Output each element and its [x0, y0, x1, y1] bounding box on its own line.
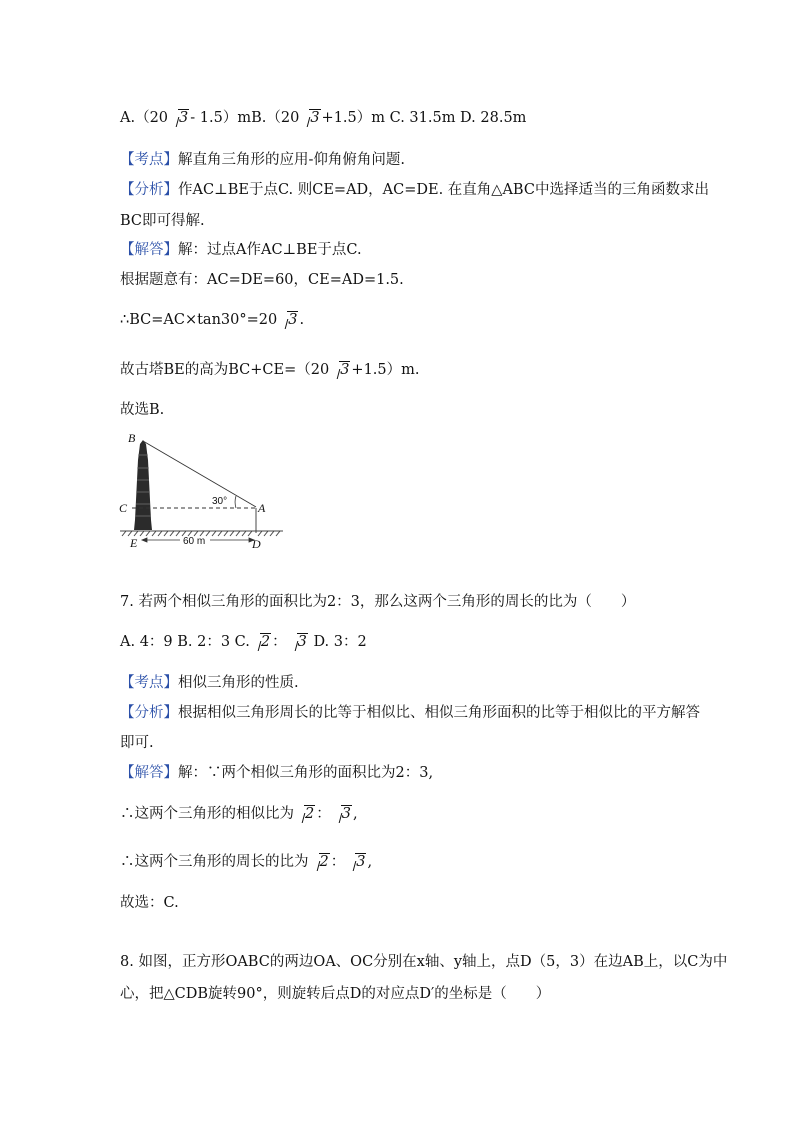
- q7-jieda-2: ∴这两个三角形的相似比为 2 ： 3 ,: [120, 806, 358, 822]
- q7-options: A. 4：9 B. 2：3 C. 2 ： 3 D. 3：2: [120, 634, 367, 650]
- q8-line-1: 8. 如图，正方形OABC的两边OA、OC分别在x轴、y轴上，点D（5，3）在边AB上，以C为中: [120, 954, 728, 970]
- jieda-tag: 【解答】: [120, 765, 178, 781]
- sqrt-3: 3: [346, 852, 366, 872]
- q7-fenxi: 【分析】根据相似三角形周长的比等于相似比、相似三角形面积的比等于相似比的平方解答: [120, 705, 700, 721]
- sqrt-2: 2: [310, 852, 330, 872]
- sqrt-3: 3: [169, 108, 189, 128]
- q7-choose: 故选：C.: [120, 895, 179, 911]
- sqrt-2: 2: [295, 804, 315, 824]
- q7-question: 7. 若两个相似三角形的面积比为2：3，那么这两个三角形的周长的比为（ ）: [120, 594, 636, 610]
- q6-kaodian: 【考点】解直角三角形的应用-仰角俯角问题.: [120, 152, 406, 168]
- sqrt-3: 3: [330, 360, 350, 380]
- tower: [134, 440, 152, 530]
- q6-jieda-2: 根据题意有：AC=DE=60，CE=AD=1.5.: [120, 272, 404, 288]
- kaodian-tag: 【考点】: [120, 675, 178, 691]
- fenxi-tag: 【分析】: [120, 705, 178, 721]
- q7-jieda-3: ∴这两个三角形的周长的比为 2 ： 3 ,: [120, 854, 373, 870]
- q6-jieda-3: ∴BC=AC×tan30°=20 3 .: [120, 312, 305, 328]
- label-E: E: [130, 536, 138, 550]
- q6-fenxi: 【分析】作AC⊥BE于点C. 则CE=AD，AC=DE. 在直角△ABC中选择适当的三角函数求出: [120, 182, 709, 198]
- angle-arc: [235, 496, 236, 508]
- q6-fenxi-cont: BC即可得解.: [120, 213, 205, 229]
- q6-choose: 故选B.: [120, 402, 165, 418]
- q7-kaodian: 【考点】相似三角形的性质.: [120, 675, 299, 691]
- sight-line-BA: [143, 441, 256, 507]
- label-C: C: [119, 501, 128, 515]
- fenxi-tag: 【分析】: [120, 182, 178, 198]
- q6-options: A.（20 3 - 1.5）mB.（20 3 +1.5）m C. 31.5m D. 28.5m: [120, 110, 527, 126]
- label-A: A: [258, 501, 266, 515]
- q6-jieda-4: 故古塔BE的高为BC+CE=（20 3 +1.5）m.: [120, 362, 420, 378]
- jieda-tag: 【解答】: [120, 242, 178, 258]
- tower-figure: [118, 430, 288, 550]
- q8-line-2: 心，把△CDB旋转90°，则旋转后点D的对应点D′的坐标是（ ）: [120, 986, 551, 1002]
- q7-jieda: 【解答】解：∵两个相似三角形的面积比为2：3,: [120, 765, 434, 781]
- sqrt-3: 3: [288, 632, 308, 652]
- q6-jieda: 【解答】解：过点A作AC⊥BE于点C.: [120, 242, 362, 258]
- sqrt-2: 2: [251, 632, 271, 652]
- sqrt-3: 3: [332, 804, 352, 824]
- q7-fenxi-cont: 即可.: [120, 735, 154, 751]
- label-B: B: [128, 431, 136, 445]
- sqrt-3: 3: [278, 310, 298, 330]
- distance-label: 60 m: [183, 536, 206, 547]
- kaodian-tag: 【考点】: [120, 152, 178, 168]
- angle-label: 30°: [212, 496, 228, 507]
- label-D: D: [252, 537, 261, 550]
- sqrt-3: 3: [300, 108, 320, 128]
